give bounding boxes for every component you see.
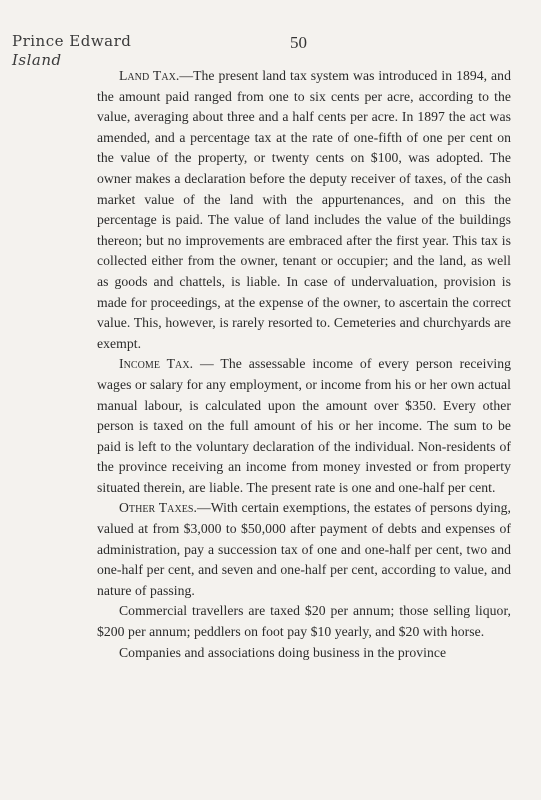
running-head: [12, 32, 131, 70]
paragraph-text: Companies and associations doing business in the province: [119, 644, 447, 660]
paragraph-text: — The assessable income of every person receiving wages or salary for any employment, or income from his or her own actual manual labour, is calculated upon the amount over $350. Every other person is taxed on the full amount of his or her income. The sum to be paid is left to the voluntary declaration of the individual. Non-residents of the province receiving an income from money invested or from property situated therein, are liable. The present rate is one and one-half per cent.: [97, 356, 511, 495]
paragraph-other-taxes: [97, 498, 511, 601]
paragraph-text: —With certain exemptions, the estates of persons dying, valued at from $3,000 to $50,000 after payment of debts and expenses of administration, pay a succession tax of one and one-half per cent, two and one-half per cent, and seven and one-half per cent, according to value, and nature of passing.: [97, 500, 511, 598]
body-text: [97, 66, 511, 663]
running-head-line1: Prince Edward: [12, 32, 132, 50]
paragraph-income-tax: [97, 354, 511, 498]
section-heading: Income Tax.: [119, 356, 194, 372]
running-head-line2: Island: [12, 51, 62, 69]
paragraph-text: —The present land tax system was introduced in 1894, and the amount paid ranged from one to six cents per acre, according to the value, averaging about three and a half cents per acre. In 1897 the act was amended, and a percentage tax at the rate of one-fifth of one per cent on the value of the property, or twenty cents on $100, was adopted. The owner makes a declaration before the deputy receiver of taxes, of the cash market value of the land with the appurtenances, and on this the percentage is paid. The value of land includes the value of the buildings thereon; but no improvements are embraced after the first year. This tax is collected either from the owner, tenant or occupier; and the land, as well as goods and chattels, is liable. In case of undervaluation, provision is made for proceedings, at the expense of the owner, to ascertain the correct value. This, however, is rarely resorted to. Cemeteries and churchyards are exempt.: [97, 68, 511, 351]
paragraph-companies: [97, 643, 511, 664]
paragraph-commercial-travellers: [97, 601, 511, 642]
page-number: 50: [290, 33, 307, 52]
section-heading: Other Taxes.: [119, 500, 197, 516]
section-heading: Land Tax.: [119, 68, 180, 83]
paragraph-text: Commercial travellers are taxed $20 per annum; those selling liquor, $200 per annum; peddlers on foot pay $10 yearly, and $20 with horse.: [97, 603, 511, 640]
paragraph-land-tax: [97, 66, 511, 354]
